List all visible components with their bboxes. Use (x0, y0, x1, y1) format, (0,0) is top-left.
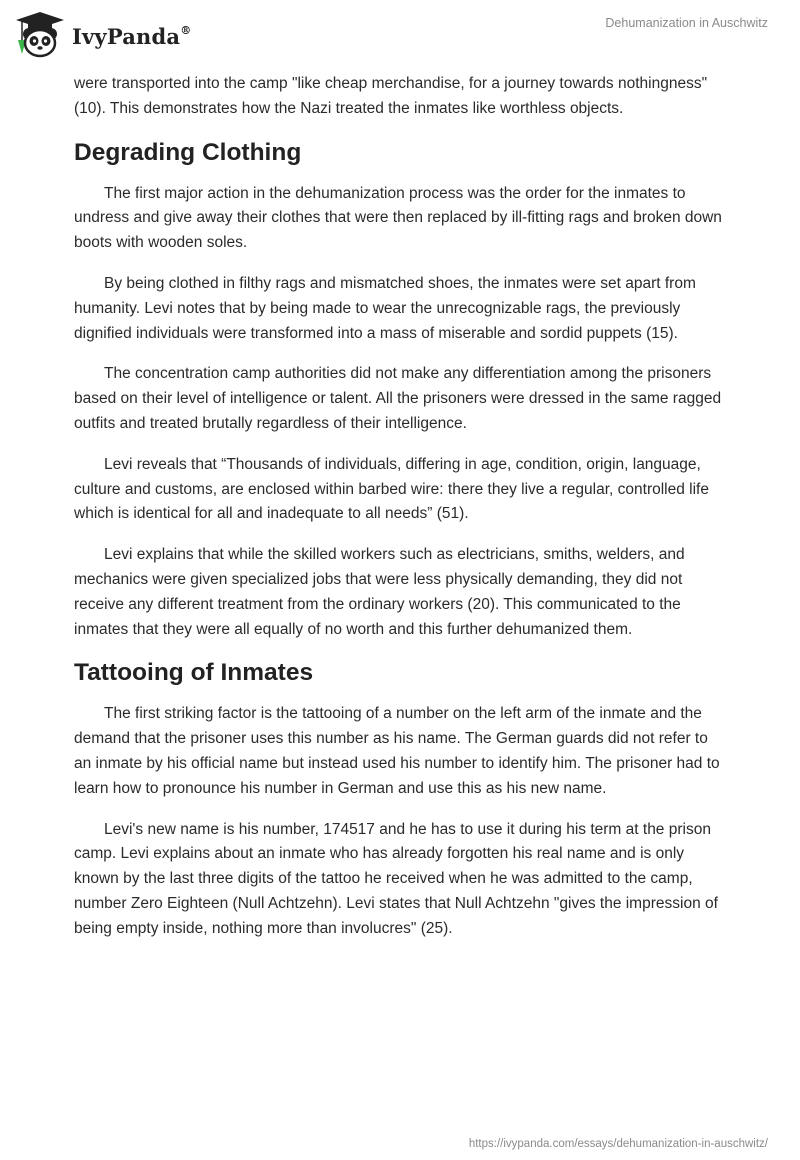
section-heading-degrading-clothing: Degrading Clothing (74, 138, 302, 166)
intro-paragraph: were transported into the camp "like cheap merchandise, for a journey towards nothingness" (10). This demonstrates how the Nazi treated the inmates like worthless objects. (74, 75, 708, 117)
paragraph: Levi reveals that “Thousands of individuals, differing in age, condition, origin, language, culture and customs, are enclosed within barbed wire: there they live a regular, controlled life which is identical for all and inadequate to all needs” (51). (74, 455, 709, 523)
registered-mark: ® (180, 23, 192, 37)
paragraph: The first major action in the dehumanization process was the order for the inmates to undress and give away their clothes that were then replaced by ill-fitting rags and broken down boots with wooden soles. (74, 184, 722, 252)
paragraph: Levi explains that while the skilled workers such as electricians, smiths, welders, and mechanics were given specialized jobs that were less physically demanding, they did not receive any different treatment from the ordinary workers (20). This communicated to the inmates that they were all equally of no worth and this further dehumanized them. (74, 546, 685, 638)
paragraph: Levi's new name is his number, 174517 and he has to use it during his term at the prison camp. Levi explains about an inmate who has already forgotten his real name and is only known by the last three digits of the tattoo he received when he was admitted to the camp, number Zero Eighteen (Null Achtzehn). Levi states that Null Achtzehn "gives the impression of being empty inside, nothing more than involucres" (25). (74, 820, 718, 937)
essay-content (74, 72, 728, 958)
page-header (0, 0, 800, 70)
paragraph: The first striking factor is the tattooing of a number on the left arm of the inmate and the demand that the prisoner uses this number as his name. The German guards did not refer to an inmate by his official name but instead used his number to identify him. The prisoner had to learn how to pronounce his number in German and use this as his new name. (74, 705, 720, 797)
paragraph: By being clothed in filthy rags and mismatched shoes, the inmates were set apart from humanity. Levi notes that by being made to wear the unrecognizable rags, the previously dignified individuals were transformed into a mass of miserable and sordid puppets (15). (74, 274, 696, 342)
paragraph: The concentration camp authorities did not make any differentiation among the prisoners based on their level of intelligence or talent. All the prisoners were dressed in the same ragged outfits and treated brutally regardless of their intelligence. (74, 365, 722, 432)
source-url-link[interactable]: https://ivypanda.com/essays/dehumanization-in-auschwitz/ (468, 1138, 768, 1150)
panda-graduate-icon (14, 10, 66, 60)
ivypanda-logo[interactable] (14, 10, 191, 60)
document-title: Dehumanization in Auschwitz (605, 16, 768, 30)
section-heading-tattooing-of-inmates: Tattooing of Inmates (74, 659, 314, 687)
logo-text: IvyPanda (72, 23, 181, 49)
